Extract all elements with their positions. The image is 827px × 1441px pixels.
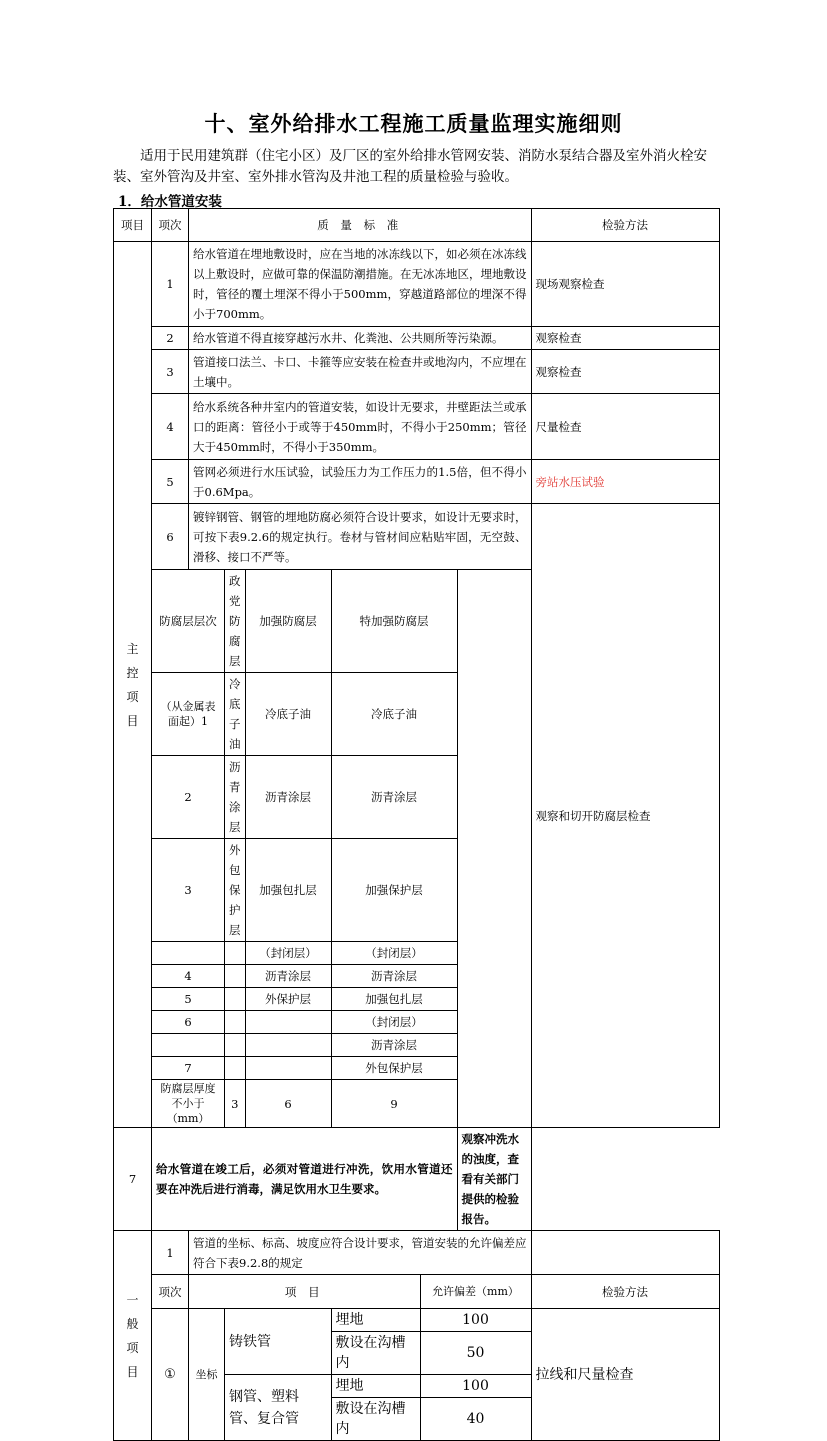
anticorrosion-cell: 沥青涂层	[331, 965, 457, 988]
anticorrosion-cell	[225, 1011, 246, 1034]
deviation-value: 100	[420, 1309, 531, 1332]
anticorrosion-cell: （封闭层）	[331, 942, 457, 965]
table-row-method	[531, 1231, 719, 1275]
table-row-standard: 给水管道不得直接穿越污水井、化粪池、公共厕所等污染源。	[189, 327, 532, 350]
anticorrosion-cell	[245, 1057, 331, 1080]
deviation-header-item: 项 目	[189, 1275, 421, 1309]
deviation-header-seq: 项次	[152, 1275, 189, 1309]
deviation-value: 100	[420, 1375, 531, 1398]
anticorrosion-cell: 外包保护层	[331, 1057, 457, 1080]
anticorrosion-cell: 冷底子油	[331, 673, 457, 756]
anticorrosion-cell: 外保护层	[245, 988, 331, 1011]
table-row-method: 尺量检查	[531, 394, 719, 460]
table-row-seq: 4	[152, 394, 189, 460]
table-row-seq: 3	[152, 350, 189, 394]
anticorrosion-cell	[225, 965, 246, 988]
deviation-condition: 埋地	[331, 1375, 420, 1398]
table-row-seq: 7	[114, 1128, 152, 1231]
table-row-method: 观察冲洗水的浊度，查看有关部门提供的检验报告。	[457, 1128, 531, 1231]
table-row-seq: 6	[152, 504, 189, 570]
section-heading: 1．给水管道安装	[118, 194, 222, 210]
anticorrosion-cell: （封闭层）	[245, 942, 331, 965]
table-row-method: 现场观察检查	[531, 242, 719, 327]
header-method: 检验方法	[531, 209, 719, 242]
anticorrosion-cell: 沥青涂层	[331, 756, 457, 839]
anticorrosion-cell: 6	[245, 1080, 331, 1128]
table-row-method: 观察检查	[531, 350, 719, 394]
anticorrosion-cell	[225, 988, 246, 1011]
anticorrosion-cell	[225, 1057, 246, 1080]
anticorrosion-cell: 2	[152, 756, 225, 839]
anticorrosion-cell: 9	[331, 1080, 457, 1128]
anticorrosion-cell: 加强保护层	[331, 839, 457, 942]
table-row-method: 观察检查	[531, 327, 719, 350]
anticorrosion-cell: 沥青涂层	[331, 1034, 457, 1057]
deviation-num: ①	[152, 1309, 189, 1441]
intro-paragraph: 适用于民用建筑群（住宅小区）及厂区的室外给排水管网安装、消防水泵结合器及室外消火栓安装、室外管沟及井室、室外排水管沟及井池工程的质量检验与验收。	[113, 148, 707, 185]
anticorrosion-cell: 3	[152, 839, 225, 942]
anticorrosion-cell	[152, 1034, 225, 1057]
anticorrosion-header: 加强防腐层	[245, 570, 331, 673]
general-items-label: 一 般 项 目	[114, 1231, 152, 1441]
table-row-standard: 管网必须进行水压试验，试验压力为工作压力的1.5倍，但不得小于0.6Mpa。	[189, 460, 532, 504]
anticorrosion-cell	[245, 1034, 331, 1057]
table-row-seq: 1	[152, 242, 189, 327]
header-standard: 质 量 标 准	[189, 209, 532, 242]
anticorrosion-cell: （从金属表面起）1	[152, 673, 225, 756]
deviation-condition: 敷设在沟槽内	[331, 1398, 420, 1441]
anticorrosion-cell: 加强包扎层	[245, 839, 331, 942]
anticorrosion-cell: （封闭层）	[331, 1011, 457, 1034]
table-row-method: 旁站水压试验	[531, 460, 719, 504]
table-row-standard: 管道接口法兰、卡口、卡箍等应安装在检查井或地沟内，不应埋在土壤中。	[189, 350, 532, 394]
anticorrosion-cell: 5	[152, 988, 225, 1011]
deviation-method: 拉线和尺量检查	[531, 1309, 719, 1441]
page-title: 十、室外给排水工程施工质量监理实施细则	[204, 111, 623, 136]
anticorrosion-header: 防腐层层次	[152, 570, 225, 673]
deviation-header-allow: 允许偏差（mm）	[420, 1275, 531, 1309]
header-item: 项目	[114, 209, 152, 242]
table-row-seq: 2	[152, 327, 189, 350]
deviation-pipe-type: 铸铁管	[225, 1309, 332, 1375]
deviation-header-method: 检验方法	[531, 1275, 719, 1309]
table-row-standard: 给水管道在埋地敷设时，应在当地的冰冻线以下，如必须在冰冻线以上敷设时，应做可靠的保温防潮措施。在无冰冻地区，埋地敷设时，管径的覆土埋深不得小于500mm，穿越道路部位的埋深不得小于700mm。	[189, 242, 532, 327]
anticorrosion-cell	[245, 1011, 331, 1034]
table-row-standard: 管道的坐标、标高、坡度应符合设计要求，管道安装的允许偏差应符合下表9.2.8的规定	[189, 1231, 532, 1275]
anticorrosion-cell: 外包保护层	[225, 839, 246, 942]
table-row-seq: 5	[152, 460, 189, 504]
table-row-standard: 镀锌钢管、钢管的埋地防腐必须符合设计要求，如设计无要求时，可按下表9.2.6的规定执行。卷材与管材间应粘贴牢固，无空鼓、滑移、接口不严等。	[189, 504, 532, 570]
deviation-category: 坐标	[189, 1309, 225, 1441]
table-row-standard: 给水管道在竣工后，必须对管道进行冲洗，饮用水管道还要在冲洗后进行消毒，满足饮用水卫生要求。	[152, 1128, 458, 1231]
table-row-method: 观察和切开防腐层检查	[531, 504, 719, 1128]
header-seq: 项次	[152, 209, 189, 242]
anticorrosion-header: 政党防腐层	[225, 570, 246, 673]
anticorrosion-cell: 4	[152, 965, 225, 988]
main-items-label: 主 控 项 目	[114, 242, 152, 1128]
deviation-value: 50	[420, 1332, 531, 1375]
anticorrosion-cell: 7	[152, 1057, 225, 1080]
anticorrosion-header: 特加强防腐层	[331, 570, 457, 673]
anticorrosion-cell: 6	[152, 1011, 225, 1034]
anticorrosion-thickness-label: 防腐层厚度不小于（mm）	[152, 1080, 225, 1128]
quality-table	[113, 208, 720, 1441]
anticorrosion-cell: 沥青涂层	[245, 965, 331, 988]
deviation-condition: 埋地	[331, 1309, 420, 1332]
anticorrosion-cell: 3	[225, 1080, 246, 1128]
anticorrosion-cell: 冷底子油	[245, 673, 331, 756]
anticorrosion-cell: 加强包扎层	[331, 988, 457, 1011]
anticorrosion-cell	[152, 942, 225, 965]
anticorrosion-cell	[225, 942, 246, 965]
deviation-value: 40	[420, 1398, 531, 1441]
anticorrosion-cell	[225, 1034, 246, 1057]
table-row-seq: 1	[152, 1231, 189, 1275]
deviation-condition: 敷设在沟槽内	[331, 1332, 420, 1375]
anticorrosion-cell: 沥青涂层	[245, 756, 331, 839]
anticorrosion-cell: 沥青涂层	[225, 756, 246, 839]
anticorrosion-cell: 冷底子油	[225, 673, 246, 756]
table-row-standard: 给水系统各种井室内的管道安装，如设计无要求，井壁距法兰或承口的距离：管径小于或等于450mm时，不得小于250mm；管径大于450mm时，不得小于350mm。	[189, 394, 532, 460]
deviation-pipe-type: 钢管、塑料管、复合管	[225, 1375, 332, 1441]
